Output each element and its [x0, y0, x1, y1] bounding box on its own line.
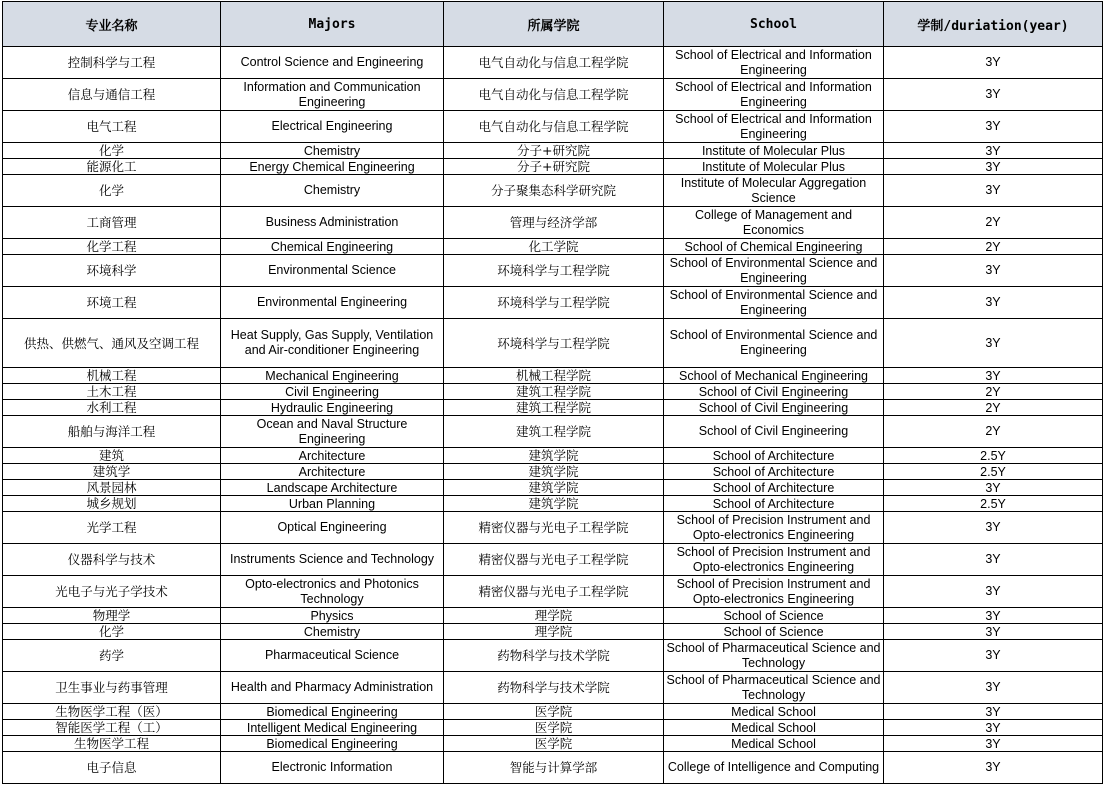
table-row	[3, 319, 1103, 368]
school-cell: School of Chemical Engineering	[664, 239, 884, 255]
header-major-name-zh: 专业名称	[3, 2, 221, 47]
duration-cell: 3Y	[884, 704, 1103, 720]
school-cell: School of Science	[664, 624, 884, 640]
header-duration: 学制/duriation(year)	[884, 2, 1103, 47]
table-header-row	[3, 2, 1103, 47]
major-name-zh-cell: 土木工程	[3, 384, 221, 400]
table-row	[3, 448, 1103, 464]
school-zh-cell: 建筑工程学院	[444, 384, 664, 400]
major-name-cell: Urban Planning	[221, 496, 444, 512]
school-zh-cell: 建筑工程学院	[444, 416, 664, 448]
table-row	[3, 640, 1103, 672]
school-zh-cell: 建筑学院	[444, 464, 664, 480]
duration-cell: 3Y	[884, 287, 1103, 319]
major-name-cell: Optical Engineering	[221, 512, 444, 544]
major-name-cell: Chemistry	[221, 624, 444, 640]
major-name-zh-cell: 电气工程	[3, 111, 221, 143]
table-row	[3, 207, 1103, 239]
table-row	[3, 672, 1103, 704]
duration-cell: 2Y	[884, 384, 1103, 400]
table-row	[3, 287, 1103, 319]
school-cell: Medical School	[664, 720, 884, 736]
school-zh-cell: 电气自动化与信息工程学院	[444, 111, 664, 143]
major-name-zh-cell: 供热、供燃气、通风及空调工程	[3, 319, 221, 368]
school-zh-cell: 精密仪器与光电子工程学院	[444, 544, 664, 576]
major-name-cell: Landscape Architecture	[221, 480, 444, 496]
school-cell: School of Architecture	[664, 480, 884, 496]
major-name-zh-cell: 船舶与海洋工程	[3, 416, 221, 448]
major-name-zh-cell: 建筑	[3, 448, 221, 464]
duration-cell: 3Y	[884, 752, 1103, 784]
header-majors: Majors	[221, 2, 444, 47]
duration-cell: 3Y	[884, 143, 1103, 159]
major-name-zh-cell: 光学工程	[3, 512, 221, 544]
school-zh-cell: 建筑学院	[444, 480, 664, 496]
majors-table	[2, 1, 1103, 784]
school-cell: School of Environmental Science and Engineering	[664, 255, 884, 287]
school-zh-cell: 理学院	[444, 624, 664, 640]
major-name-cell: Business Administration	[221, 207, 444, 239]
major-name-zh-cell: 智能医学工程（工）	[3, 720, 221, 736]
header-school: School	[664, 2, 884, 47]
duration-cell: 3Y	[884, 319, 1103, 368]
major-name-cell: Energy Chemical Engineering	[221, 159, 444, 175]
table-row	[3, 400, 1103, 416]
school-cell: School of Mechanical Engineering	[664, 368, 884, 384]
table-row	[3, 255, 1103, 287]
school-zh-cell: 建筑工程学院	[444, 400, 664, 416]
duration-cell: 3Y	[884, 175, 1103, 207]
school-zh-cell: 分子聚集态科学研究院	[444, 175, 664, 207]
major-name-cell: Instruments Science and Technology	[221, 544, 444, 576]
school-zh-cell: 机械工程学院	[444, 368, 664, 384]
major-name-cell: Information and Communication Engineering	[221, 79, 444, 111]
school-cell: Institute of Molecular Aggregation Science	[664, 175, 884, 207]
major-name-zh-cell: 药学	[3, 640, 221, 672]
school-zh-cell: 管理与经济学部	[444, 207, 664, 239]
major-name-cell: Electronic Information	[221, 752, 444, 784]
school-zh-cell: 药物科学与技术学院	[444, 672, 664, 704]
duration-cell: 3Y	[884, 480, 1103, 496]
school-cell: School of Precision Instrument and Opto-electronics Engineering	[664, 512, 884, 544]
school-cell: School of Environmental Science and Engineering	[664, 319, 884, 368]
major-name-zh-cell: 控制科学与工程	[3, 47, 221, 79]
major-name-zh-cell: 化学工程	[3, 239, 221, 255]
major-name-cell: Architecture	[221, 464, 444, 480]
school-zh-cell: 药物科学与技术学院	[444, 640, 664, 672]
duration-cell: 2Y	[884, 239, 1103, 255]
school-zh-cell: 分子+研究院	[444, 143, 664, 159]
duration-cell: 3Y	[884, 79, 1103, 111]
school-cell: Medical School	[664, 736, 884, 752]
school-zh-cell: 化工学院	[444, 239, 664, 255]
major-name-cell: Civil Engineering	[221, 384, 444, 400]
duration-cell: 2Y	[884, 207, 1103, 239]
table-row	[3, 480, 1103, 496]
school-zh-cell: 建筑学院	[444, 496, 664, 512]
major-name-zh-cell: 信息与通信工程	[3, 79, 221, 111]
table-row	[3, 175, 1103, 207]
school-cell: School of Environmental Science and Engineering	[664, 287, 884, 319]
school-cell: School of Civil Engineering	[664, 384, 884, 400]
table-body	[3, 47, 1103, 784]
major-name-zh-cell: 生物医学工程（医）	[3, 704, 221, 720]
major-name-zh-cell: 物理学	[3, 608, 221, 624]
major-name-zh-cell: 化学	[3, 624, 221, 640]
school-zh-cell: 环境科学与工程学院	[444, 319, 664, 368]
duration-cell: 3Y	[884, 720, 1103, 736]
duration-cell: 2.5Y	[884, 448, 1103, 464]
school-zh-cell: 精密仪器与光电子工程学院	[444, 576, 664, 608]
school-cell: College of Intelligence and Computing	[664, 752, 884, 784]
major-name-cell: Ocean and Naval Structure Engineering	[221, 416, 444, 448]
duration-cell: 3Y	[884, 47, 1103, 79]
school-zh-cell: 智能与计算学部	[444, 752, 664, 784]
major-name-cell: Pharmaceutical Science	[221, 640, 444, 672]
major-name-zh-cell: 环境科学	[3, 255, 221, 287]
school-cell: College of Management and Economics	[664, 207, 884, 239]
duration-cell: 3Y	[884, 640, 1103, 672]
school-zh-cell: 环境科学与工程学院	[444, 255, 664, 287]
major-name-cell: Physics	[221, 608, 444, 624]
school-cell: School of Civil Engineering	[664, 400, 884, 416]
school-cell: School of Architecture	[664, 496, 884, 512]
duration-cell: 3Y	[884, 608, 1103, 624]
table-row	[3, 544, 1103, 576]
major-name-cell: Health and Pharmacy Administration	[221, 672, 444, 704]
major-name-cell: Chemical Engineering	[221, 239, 444, 255]
table-row	[3, 79, 1103, 111]
major-name-zh-cell: 电子信息	[3, 752, 221, 784]
school-cell: School of Precision Instrument and Opto-electronics Engineering	[664, 576, 884, 608]
table-row	[3, 576, 1103, 608]
school-cell: School of Electrical and Information Engineering	[664, 47, 884, 79]
duration-cell: 2Y	[884, 416, 1103, 448]
table-row	[3, 464, 1103, 480]
duration-cell: 3Y	[884, 544, 1103, 576]
duration-cell: 3Y	[884, 672, 1103, 704]
major-name-cell: Environmental Science	[221, 255, 444, 287]
major-name-zh-cell: 仪器科学与技术	[3, 544, 221, 576]
school-zh-cell: 分子+研究院	[444, 159, 664, 175]
duration-cell: 2.5Y	[884, 464, 1103, 480]
school-cell: Medical School	[664, 704, 884, 720]
school-cell: Institute of Molecular Plus	[664, 143, 884, 159]
duration-cell: 3Y	[884, 111, 1103, 143]
header-school-zh: 所属学院	[444, 2, 664, 47]
school-cell: School of Electrical and Information Engineering	[664, 111, 884, 143]
school-zh-cell: 医学院	[444, 720, 664, 736]
major-name-zh-cell: 水利工程	[3, 400, 221, 416]
major-name-cell: Hydraulic Engineering	[221, 400, 444, 416]
school-zh-cell: 建筑学院	[444, 448, 664, 464]
school-cell: School of Pharmaceutical Science and Technology	[664, 672, 884, 704]
duration-cell: 3Y	[884, 255, 1103, 287]
major-name-cell: Control Science and Engineering	[221, 47, 444, 79]
table-row	[3, 752, 1103, 784]
school-zh-cell: 理学院	[444, 608, 664, 624]
table-row	[3, 416, 1103, 448]
major-name-zh-cell: 生物医学工程	[3, 736, 221, 752]
major-name-zh-cell: 风景园林	[3, 480, 221, 496]
school-cell: School of Civil Engineering	[664, 416, 884, 448]
major-name-cell: Biomedical Engineering	[221, 736, 444, 752]
major-name-zh-cell: 城乡规划	[3, 496, 221, 512]
duration-cell: 2Y	[884, 400, 1103, 416]
school-cell: School of Architecture	[664, 448, 884, 464]
school-cell: School of Architecture	[664, 464, 884, 480]
school-zh-cell: 环境科学与工程学院	[444, 287, 664, 319]
major-name-cell: Electrical Engineering	[221, 111, 444, 143]
table-row	[3, 624, 1103, 640]
major-name-zh-cell: 能源化工	[3, 159, 221, 175]
school-cell: School of Electrical and Information Engineering	[664, 79, 884, 111]
major-name-cell: Intelligent Medical Engineering	[221, 720, 444, 736]
table-row	[3, 239, 1103, 255]
duration-cell: 2.5Y	[884, 496, 1103, 512]
table-row	[3, 47, 1103, 79]
major-name-zh-cell: 工商管理	[3, 207, 221, 239]
school-cell: School of Pharmaceutical Science and Technology	[664, 640, 884, 672]
major-name-cell: Heat Supply, Gas Supply, Ventilation and Air-conditioner Engineering	[221, 319, 444, 368]
school-cell: Institute of Molecular Plus	[664, 159, 884, 175]
school-zh-cell: 电气自动化与信息工程学院	[444, 79, 664, 111]
major-name-cell: Opto-electronics and Photonics Technology	[221, 576, 444, 608]
school-zh-cell: 医学院	[444, 704, 664, 720]
table-row	[3, 512, 1103, 544]
table-row	[3, 496, 1103, 512]
table-row	[3, 384, 1103, 400]
school-zh-cell: 电气自动化与信息工程学院	[444, 47, 664, 79]
duration-cell: 3Y	[884, 624, 1103, 640]
major-name-zh-cell: 化学	[3, 175, 221, 207]
school-zh-cell: 精密仪器与光电子工程学院	[444, 512, 664, 544]
major-name-zh-cell: 环境工程	[3, 287, 221, 319]
major-name-zh-cell: 化学	[3, 143, 221, 159]
school-cell: School of Science	[664, 608, 884, 624]
duration-cell: 3Y	[884, 736, 1103, 752]
major-name-cell: Environmental Engineering	[221, 287, 444, 319]
major-name-cell: Biomedical Engineering	[221, 704, 444, 720]
major-name-zh-cell: 光电子与光子学技术	[3, 576, 221, 608]
majors-table-container	[2, 1, 1102, 784]
table-row	[3, 608, 1103, 624]
table-row	[3, 704, 1103, 720]
major-name-cell: Chemistry	[221, 175, 444, 207]
school-zh-cell: 医学院	[444, 736, 664, 752]
major-name-cell: Architecture	[221, 448, 444, 464]
table-row	[3, 159, 1103, 175]
major-name-cell: Chemistry	[221, 143, 444, 159]
table-row	[3, 368, 1103, 384]
table-row	[3, 736, 1103, 752]
table-row	[3, 143, 1103, 159]
table-row	[3, 720, 1103, 736]
duration-cell: 3Y	[884, 368, 1103, 384]
duration-cell: 3Y	[884, 159, 1103, 175]
duration-cell: 3Y	[884, 576, 1103, 608]
duration-cell: 3Y	[884, 512, 1103, 544]
table-row	[3, 111, 1103, 143]
school-cell: School of Precision Instrument and Opto-electronics Engineering	[664, 544, 884, 576]
major-name-zh-cell: 建筑学	[3, 464, 221, 480]
major-name-cell: Mechanical Engineering	[221, 368, 444, 384]
major-name-zh-cell: 卫生事业与药事管理	[3, 672, 221, 704]
major-name-zh-cell: 机械工程	[3, 368, 221, 384]
